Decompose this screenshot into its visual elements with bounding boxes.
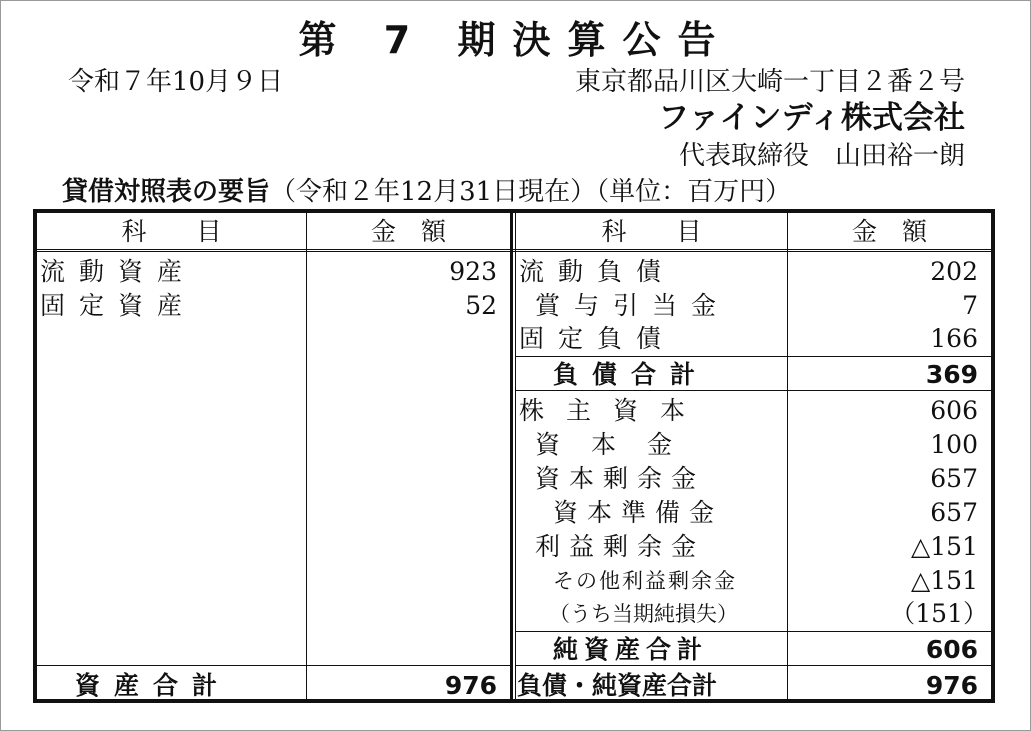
header-amount-left: 金 額 (370, 217, 446, 246)
asset-label: 固定資産 (40, 291, 197, 320)
asset-value: 52 (465, 291, 497, 320)
header-subject-right: 科 目 (601, 217, 702, 246)
equity-label: その他利益剰余金 (553, 569, 737, 593)
rule (515, 631, 991, 632)
header-rule (37, 251, 991, 252)
liability-value: 166 (930, 324, 978, 353)
equity-total-value: 606 (925, 635, 978, 664)
company-address: 東京都品川区大崎一丁目２番２号 (574, 67, 965, 97)
total-rule (37, 665, 513, 666)
balance-sheet-title: 貸借対照表の要旨 (62, 177, 271, 207)
equity-label: 株主資本 (519, 396, 708, 425)
asset-label: 流動資産 (40, 257, 197, 286)
equity-label: 資本準備金 (553, 498, 724, 527)
notice-date: 令和７年10月９日 (68, 67, 284, 97)
equity-total-label: 純資産合計 (553, 635, 709, 664)
header-rule (37, 249, 991, 250)
liabilities-total-value: 369 (925, 360, 978, 389)
liability-value: 202 (930, 257, 978, 286)
equity-label: 資 本 金 (535, 430, 676, 459)
equity-value: △151 (911, 532, 978, 561)
representative: 代表取締役 山田裕一朗 (678, 141, 965, 171)
rule (515, 356, 991, 357)
liability-label: 固定負債 (519, 324, 676, 353)
company-name: ファインディ株式会社 (658, 100, 965, 136)
center-divider-inner (515, 213, 516, 699)
notice-title: 第 7 期決算公告 (298, 18, 733, 62)
grand-total-label: 負債・純資産合計 (517, 671, 718, 700)
grand-total-value: 976 (925, 671, 978, 700)
equity-label: 資本剰余金 (535, 464, 706, 493)
equity-value: 606 (930, 396, 978, 425)
liability-value: 7 (962, 291, 978, 320)
assets-total-value: 976 (444, 671, 497, 700)
balance-sheet-table (33, 209, 995, 703)
equity-label: 利益剰余金 (535, 532, 706, 561)
header-subject-left: 科 目 (121, 217, 222, 246)
equity-value: 100 (930, 430, 978, 459)
balance-sheet-heading (62, 176, 791, 208)
assets-total-label: 資産合計 (75, 671, 232, 700)
balance-sheet-subtitle: （令和２年12月31日現在）（単位：百万円） (270, 177, 792, 207)
asset-value: 923 (449, 257, 497, 286)
equity-value: △151 (911, 566, 978, 595)
center-divider (510, 213, 513, 699)
equity-value: （151） (890, 599, 988, 628)
liability-label: 賞与引当金 (535, 291, 731, 320)
equity-value: 657 (930, 498, 978, 527)
equity-label: （うち当期純損失） (549, 602, 738, 626)
equity-value: 657 (930, 464, 978, 493)
liability-label: 流動負債 (519, 257, 676, 286)
liabilities-total-label: 負債合計 (553, 360, 710, 389)
header-amount-right: 金 額 (851, 217, 927, 246)
